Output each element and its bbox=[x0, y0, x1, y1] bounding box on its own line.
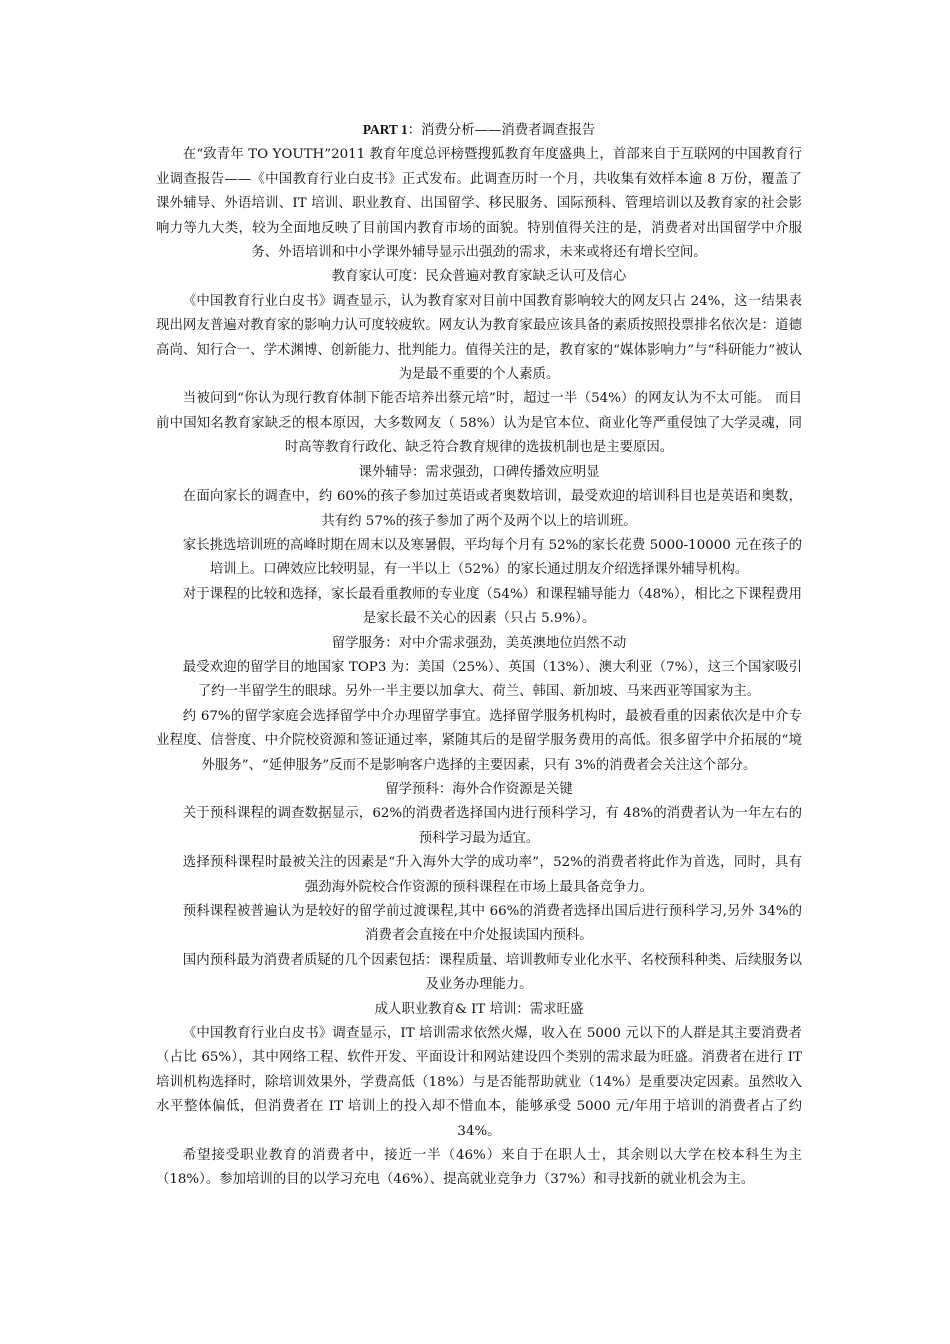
paragraph: 最受欢迎的留学目的地国家 TOP3 为：美国（25%）、英国（13%）、澳大利亚（7%），这三个国家吸引了约一半留学生的眼球。另外一半主要以加拿大、荷兰、韩国、新加坡、马来西亚等国家为主。 bbox=[182, 659, 802, 700]
title-text: ：消费分析——消费者调查报告 bbox=[407, 123, 596, 138]
intro-paragraph: 在“致青年 TO YOUTH”2011 教育年度总评榜暨搜狐教育年度盛典上，首部来自于互联网的中国教育行业调查报告——《中国教育行业白皮书》正式发布。此调查历时一个月，共收集有效样本逾 8 万份，覆盖了课外辅导、外语培训、IT 培训、职业教育、出国留学、移民服务、国际预科、管理培训以及教育家的社会影响力等九大类，较为全面地反映了目前国内教育市场的面貌。特别值得关注的是，消费者对出国留学中介服务、外语培训和中小学课外辅导显示出强劲的需求，未来或将还有增长空间。 bbox=[156, 147, 802, 261]
section-heading-tutoring: 课外辅导：需求强劲，口碑传播效应明显 bbox=[358, 464, 600, 480]
paragraph: 关于预科课程的调查数据显示，62%的消费者选择国内进行预科学习，有 48%的消费者认为一年左右的预科学习最为适宜。 bbox=[182, 806, 802, 846]
section-heading-study-abroad: 留学服务：对中介需求强劲，美英澳地位岿然不动 bbox=[331, 635, 627, 651]
report-title bbox=[156, 118, 802, 143]
section-heading-educators: 教育家认可度：民众普遍对教育家缺乏认可及信心 bbox=[331, 269, 627, 285]
title-prefix: PART 1 bbox=[362, 122, 408, 137]
paragraph: 预科课程被普遍认为是较好的留学前过渡课程,其中 66%的消费者选择出国后进行预科学习,另外 34%的消费者会直接在中介处报读国内预科。 bbox=[182, 904, 802, 944]
paragraph: 《中国教育行业白皮书》调查显示，认为教育家对目前中国教育影响较大的网友只占 24%，这一结果表现出网友普遍对教育家的影响力认可度较疲软。网友认为教育家最应该具备的素质按照投票排名依次是：道德高尚、知行合一、学术渊博、创新能力、批判能力。值得关注的是，教育家的“媒体影响力”与“科研能力”被认为是最不重要的个人素质。 bbox=[156, 293, 802, 383]
paragraph: 约 67%的留学家庭会选择留学中介办理留学事宜。选择留学服务机构时，最被看重的因素依次是中介专业程度、信誉度、中介院校资源和签证通过率，紧随其后的是留学服务费用的高低。很多留学中介拓展的“境外服务”、“延伸服务”反而不是影响客户选择的主要因素，只有 3%的消费者会关注这个部分。 bbox=[156, 708, 802, 773]
paragraph: 《中国教育行业白皮书》调查显示，IT 培训需求依然火爆，收入在 5000 元以下的人群是其主要消费者（占比 65%），其中网络工程、软件开发、平面设计和网站建设四个类别的需求最为旺盛。消费者在进行 IT 培训机构选择时，除培训效果外，学费高低（18%）与是否能帮助就业（14%）是重要决定因素。虽然收入水平整体偏低，但消费者在 IT 培训上的投入却不惜血本，能够承受 5000 元/年用于培训的消费者占了约 34%。 bbox=[156, 1026, 802, 1139]
paragraph: 当被问到“你认为现行教育体制下能否培养出蔡元培”时，超过一半（54%）的网友认为不太可能。 而目前中国知名教育家缺乏的根本原因，大多数网友（ 58%）认为是官本位、商业化等严重侵蚀了大学灵魂，同时高等教育行政化、缺乏符合教育规律的选拔机制也是主要原因。 bbox=[156, 391, 802, 456]
section-heading-foundation: 留学预科：海外合作资源是关键 bbox=[385, 781, 573, 797]
paragraph: 家长挑选培训班的高峰时期在周末以及寒暑假，平均每个月有 52%的家长花费 5000-10000 元在孩子的培训上。口碑效应比较明显，有一半以上（52%）的家长通过朋友介绍选择课外辅导机构。 bbox=[182, 537, 802, 578]
paragraph: 对于课程的比较和选择，家长最看重教师的专业度（54%）和课程辅导能力（48%），相比之下课程费用是家长最不关心的因素（只占 5.9%）。 bbox=[182, 586, 802, 627]
paragraph: 希望接受职业教育的消费者中，接近一半（46%）来自于在职人士，其余则以大学在校本科生为主（18%）。参加培训的目的以学习充电（46%）、提高就业竞争力（37%）和寻找新的就业机会为主。 bbox=[156, 1148, 802, 1188]
paragraph: 选择预科课程时最被关注的因素是“升入海外大学的成功率”，52%的消费者将此作为首选，同时，具有强劲海外院校合作资源的预科课程在市场上最具备竞争力。 bbox=[182, 855, 802, 895]
paragraph: 国内预科最为消费者质疑的几个因素包括：课程质量、培训教师专业化水平、名校预科种类、后续服务以及业务办理能力。 bbox=[182, 952, 802, 993]
paragraph: 在面向家长的调查中，约 60%的孩子参加过英语或者奥数培训，最受欢迎的培训科目也是英语和奥数，共有约 57%的孩子参加了两个及两个以上的培训班。 bbox=[182, 489, 802, 529]
section-heading-vocational-it: 成人职业教育& IT 培训：需求旺盛 bbox=[374, 1001, 584, 1017]
